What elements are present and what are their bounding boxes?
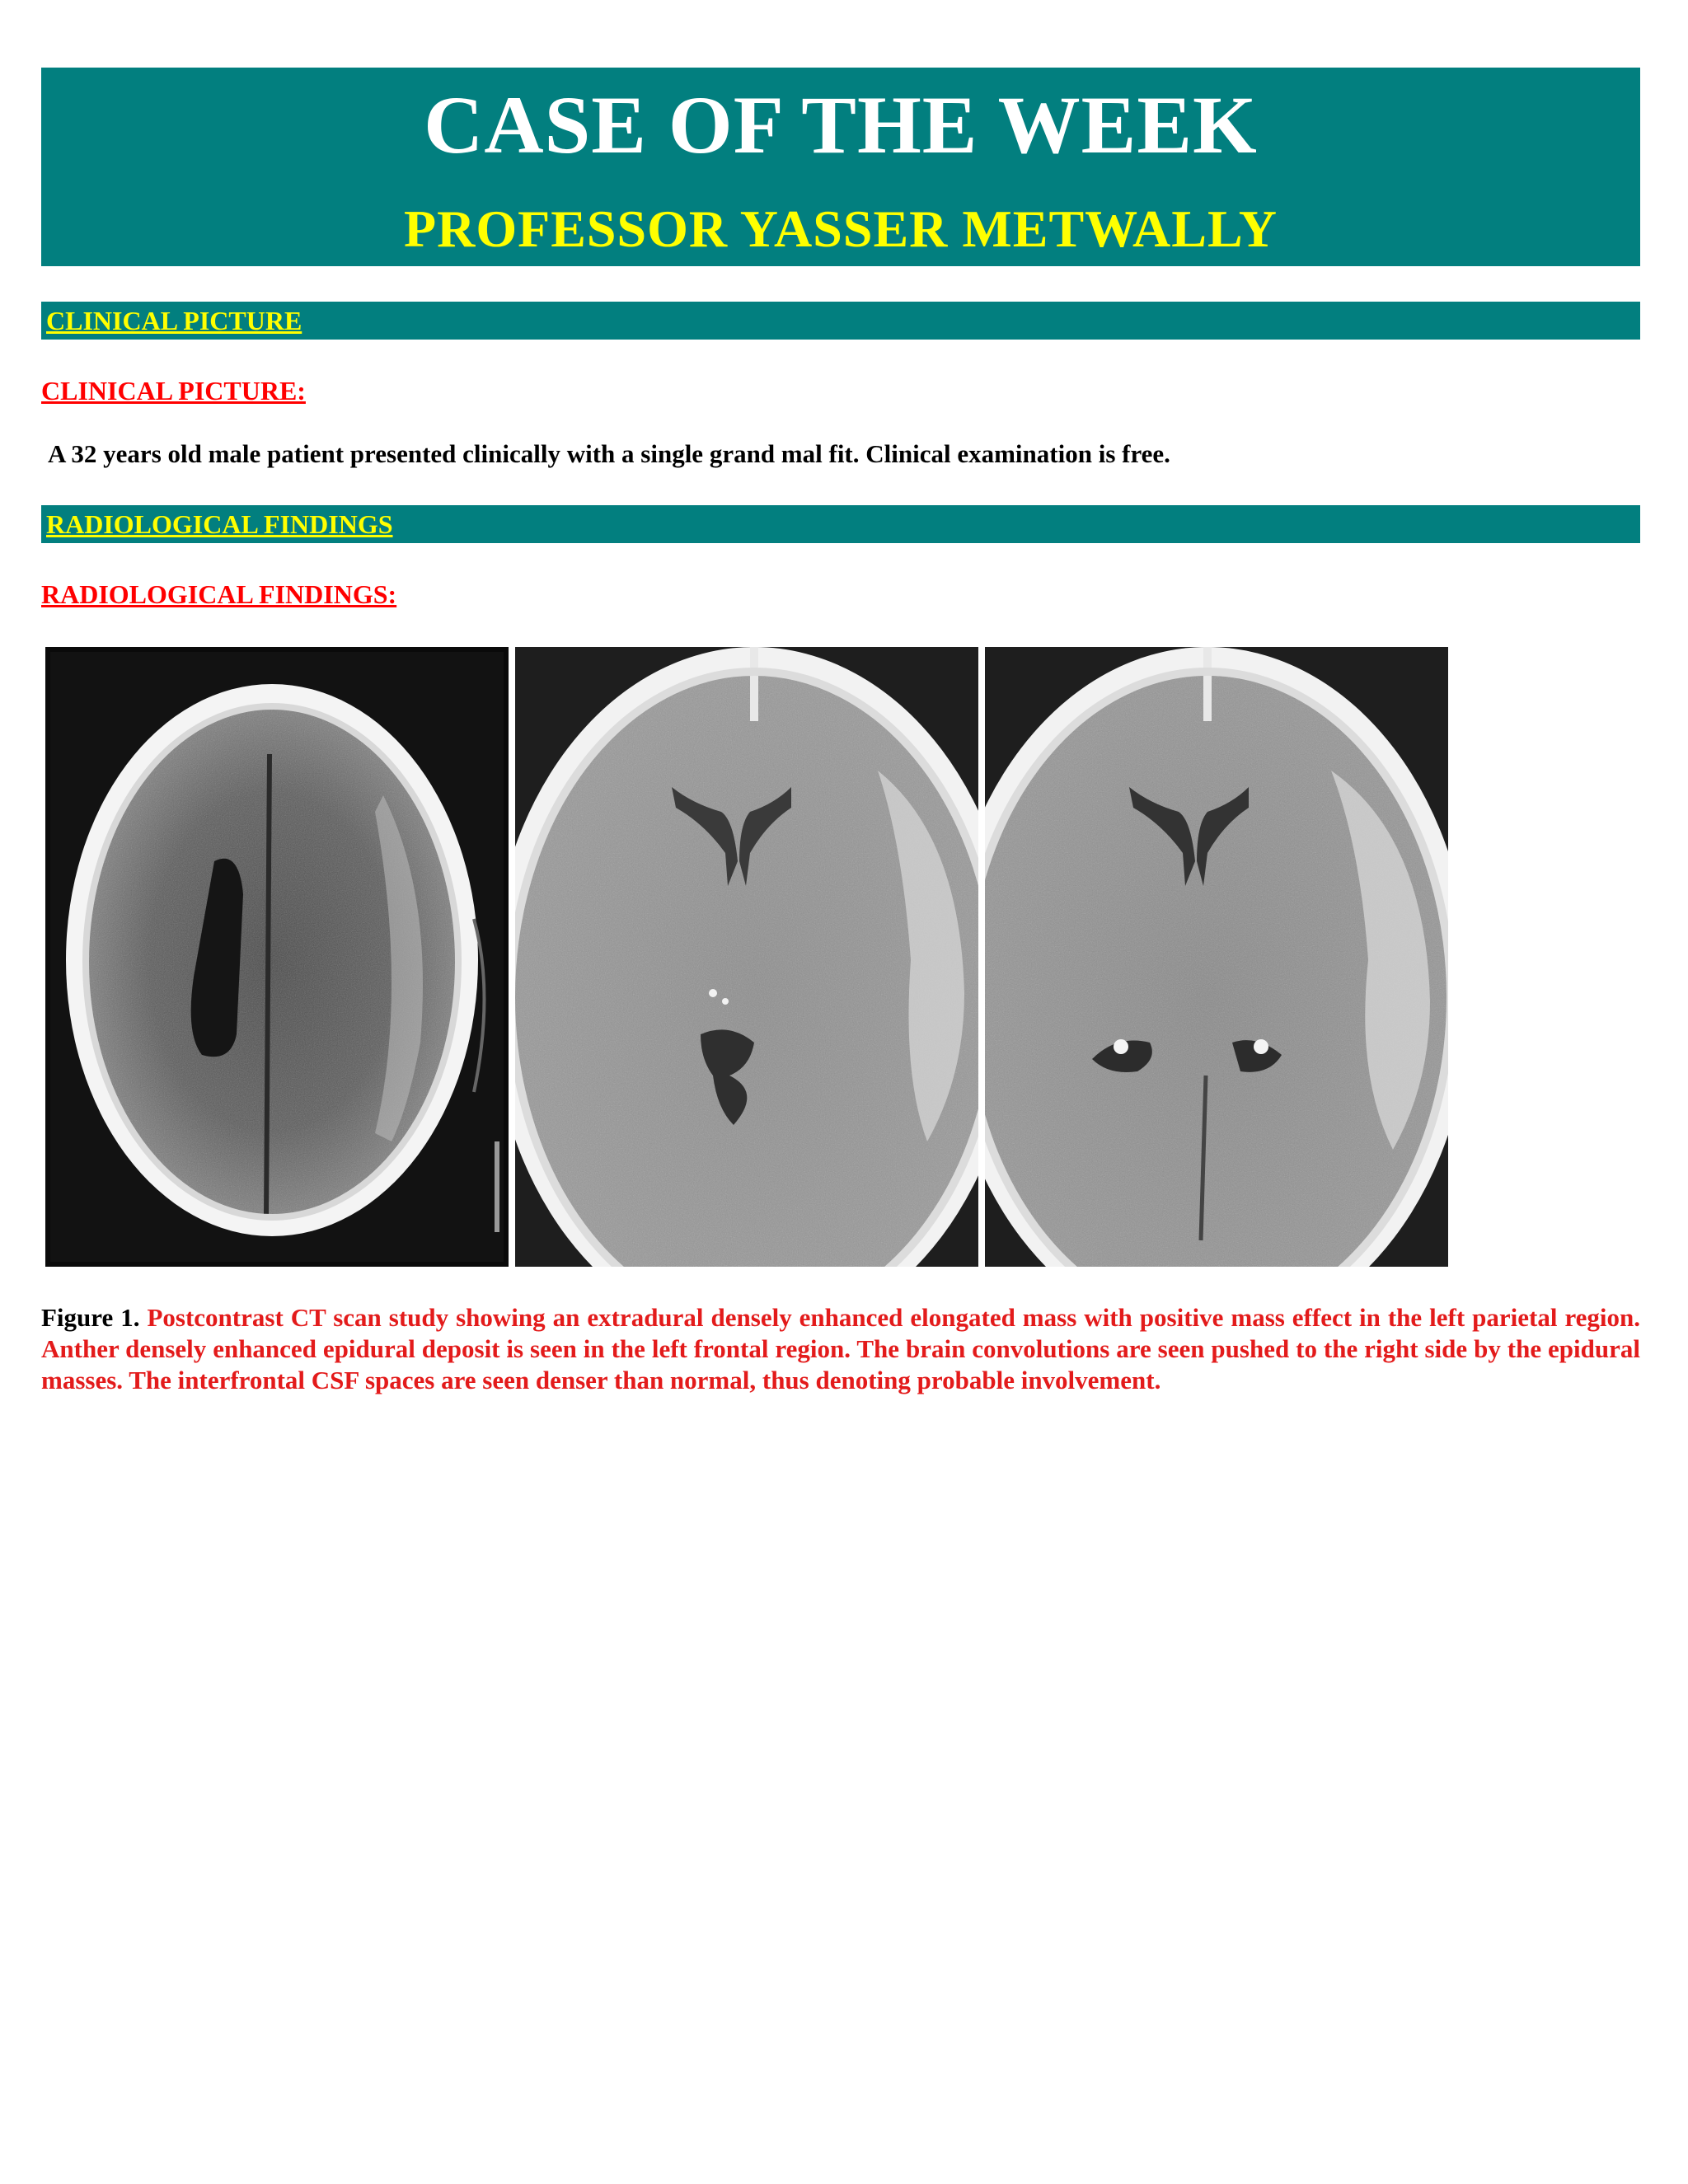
page-subtitle: PROFESSOR YASSER METWALLY	[404, 199, 1278, 258]
section-link-clinical[interactable]: CLINICAL PICTURE	[46, 306, 302, 335]
figure-images	[45, 647, 1448, 1267]
section-link-radiology[interactable]: RADIOLOGICAL FINDINGS	[46, 509, 393, 539]
section-bar-clinical	[41, 302, 1640, 340]
ct-scan-image-1	[45, 647, 509, 1267]
clinical-text: A 32 years old male patient presented clinically with a single grand mal fit. Clinical examination is free.	[48, 439, 1170, 468]
page-title: CASE OF THE WEEK	[424, 79, 1258, 171]
figure-label: Figure 1.	[41, 1303, 140, 1332]
heading-clinical: CLINICAL PICTURE:	[41, 376, 306, 405]
figure-caption-text: Postcontrast CT scan study showing an extradural densely enhanced elongated mass with positive mass effect in the left parietal region. Anther densely enhanced epidural deposit is seen in the left frontal region. The brain convolutions are seen pushed to the right side by the epidural masses. The interfrontal CSF spaces are seen denser than normal, thus denoting probable involvement.	[41, 1303, 1641, 1394]
ct-scan-image-3	[985, 647, 1448, 1267]
header-banner	[41, 68, 1640, 266]
ct-scan-image-2	[515, 647, 978, 1267]
heading-radiology: RADIOLOGICAL FINDINGS:	[41, 579, 397, 609]
figure-caption	[41, 1302, 1640, 1396]
section-bar-radiology	[41, 505, 1640, 543]
